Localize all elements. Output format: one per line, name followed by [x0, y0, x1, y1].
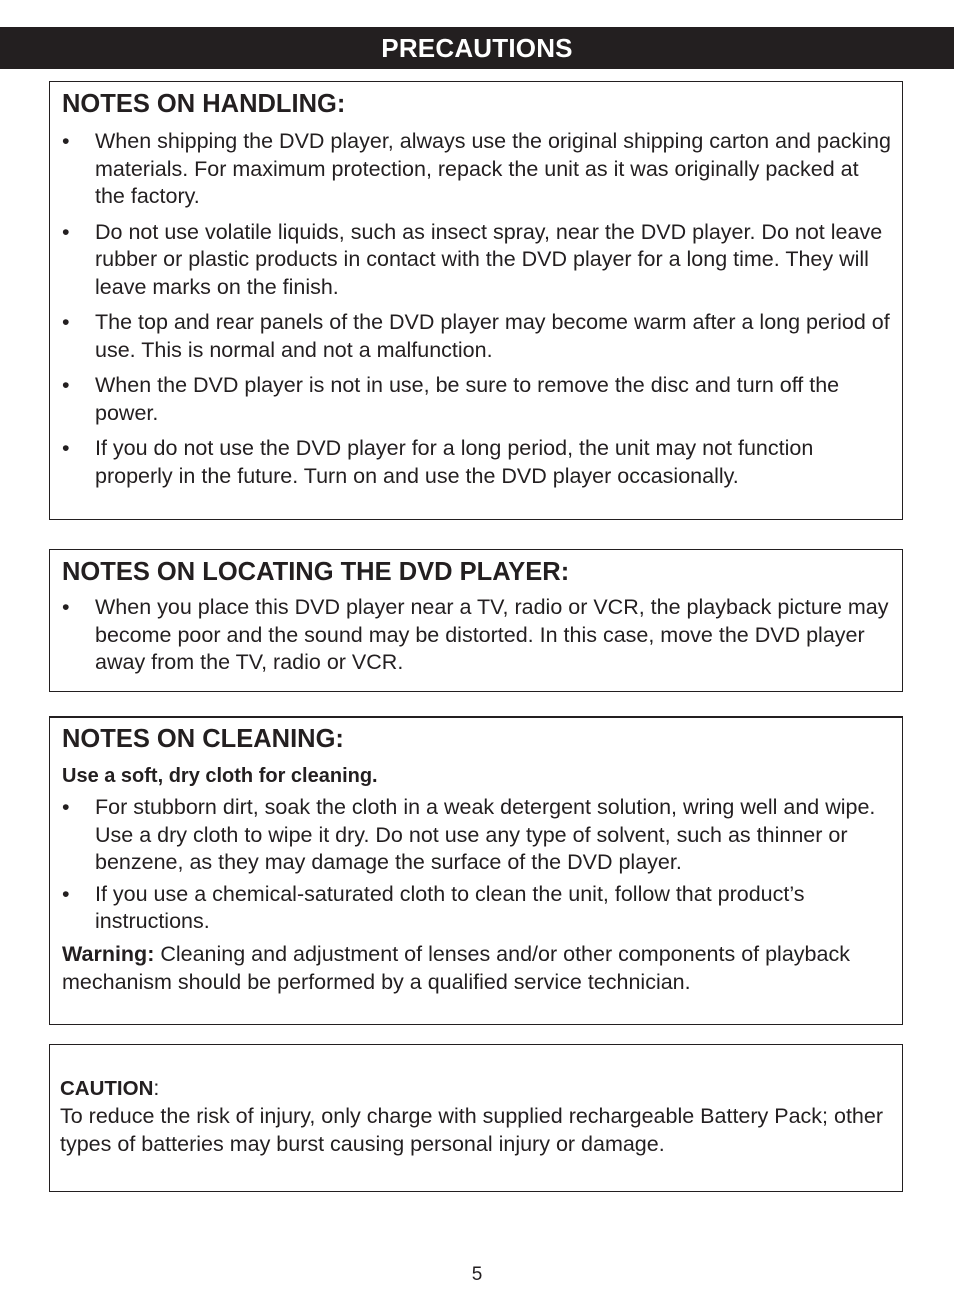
locating-title: NOTES ON LOCATING THE DVD PLAYER: — [62, 558, 570, 586]
caution-heading — [60, 1075, 890, 1103]
bullet-icon: • — [62, 373, 70, 397]
list-item-text: If you use a chemical-saturated cloth to clean the unit, follow that product’s instructions. — [95, 881, 805, 933]
list-item — [62, 881, 892, 936]
bullet-icon: • — [62, 436, 70, 460]
bullet-icon: • — [62, 129, 70, 153]
bullet-icon: • — [62, 310, 70, 334]
page-number: 5 — [471, 1264, 483, 1285]
list-item — [62, 794, 892, 877]
list-item-text: When the DVD player is not in use, be sure to remove the disc and turn off the power. — [95, 373, 840, 425]
list-item — [62, 128, 892, 211]
caution-label: CAUTION — [60, 1077, 154, 1100]
list-item-text: When you place this DVD player near a TV, radio or VCR, the playback picture may become poor and the sound may be distorted. In this case, move the DVD player away from the TV, radio or VCR. — [95, 595, 889, 674]
list-item-text: When shipping the DVD player, always use the original shipping carton and packing materials. For maximum protection, repack the unit as it was originally packed at the factory. — [95, 129, 891, 208]
list-item — [62, 309, 892, 364]
list-item-text: For stubborn dirt, soak the cloth in a weak detergent solution, wring well and wipe. Use a dry cloth to wipe it dry. Do not use any type of solvent, such as thinner or benzene, as they may damage the surface of the DVD player. — [95, 795, 876, 874]
bullet-icon: • — [62, 795, 70, 819]
list-item — [62, 219, 892, 302]
caution-section — [49, 1044, 903, 1192]
caution-text: To reduce the risk of injury, only charge with supplied rechargeable Battery Pack; other types of batteries may burst causing personal injury or damage. — [60, 1104, 884, 1156]
bullet-icon: • — [62, 881, 70, 906]
list-item-text: Do not use volatile liquids, such as insect spray, near the DVD player. Do not leave rubber or plastic products in contact with the DVD player for a long time. They will leave marks on the finish. — [95, 219, 883, 299]
warning-label: Warning: — [62, 942, 155, 966]
caution-colon: : — [153, 1076, 160, 1100]
locating-section — [49, 549, 903, 692]
list-item-text: The top and rear panels of the DVD player may become warm after a long period of use. This is normal and not a malfunction. — [95, 310, 890, 362]
page-title: PRECAUTIONS — [381, 33, 573, 63]
page-header-bar — [0, 27, 954, 69]
list-item-text: If you do not use the DVD player for a long period, the unit may not function properly in the future. Turn on and use the DVD player occasionally. — [95, 436, 814, 488]
locating-list — [62, 594, 892, 677]
cleaning-title: NOTES ON CLEANING: — [62, 725, 344, 753]
list-item — [62, 372, 892, 427]
cleaning-subheading: Use a soft, dry cloth for cleaning. — [62, 765, 378, 787]
list-item — [62, 594, 892, 677]
handling-title: NOTES ON HANDLING: — [62, 90, 346, 118]
cleaning-list — [62, 794, 892, 936]
cleaning-section — [49, 716, 903, 1025]
bullet-icon: • — [62, 595, 70, 619]
handling-list — [62, 128, 892, 490]
cleaning-warning — [62, 941, 892, 996]
bullet-icon: • — [62, 219, 70, 244]
warning-text: Cleaning and adjustment of lenses and/or other components of playback mechanism should be performed by a qualified service technician. — [62, 942, 850, 994]
handling-section — [49, 81, 903, 520]
list-item — [62, 435, 892, 490]
